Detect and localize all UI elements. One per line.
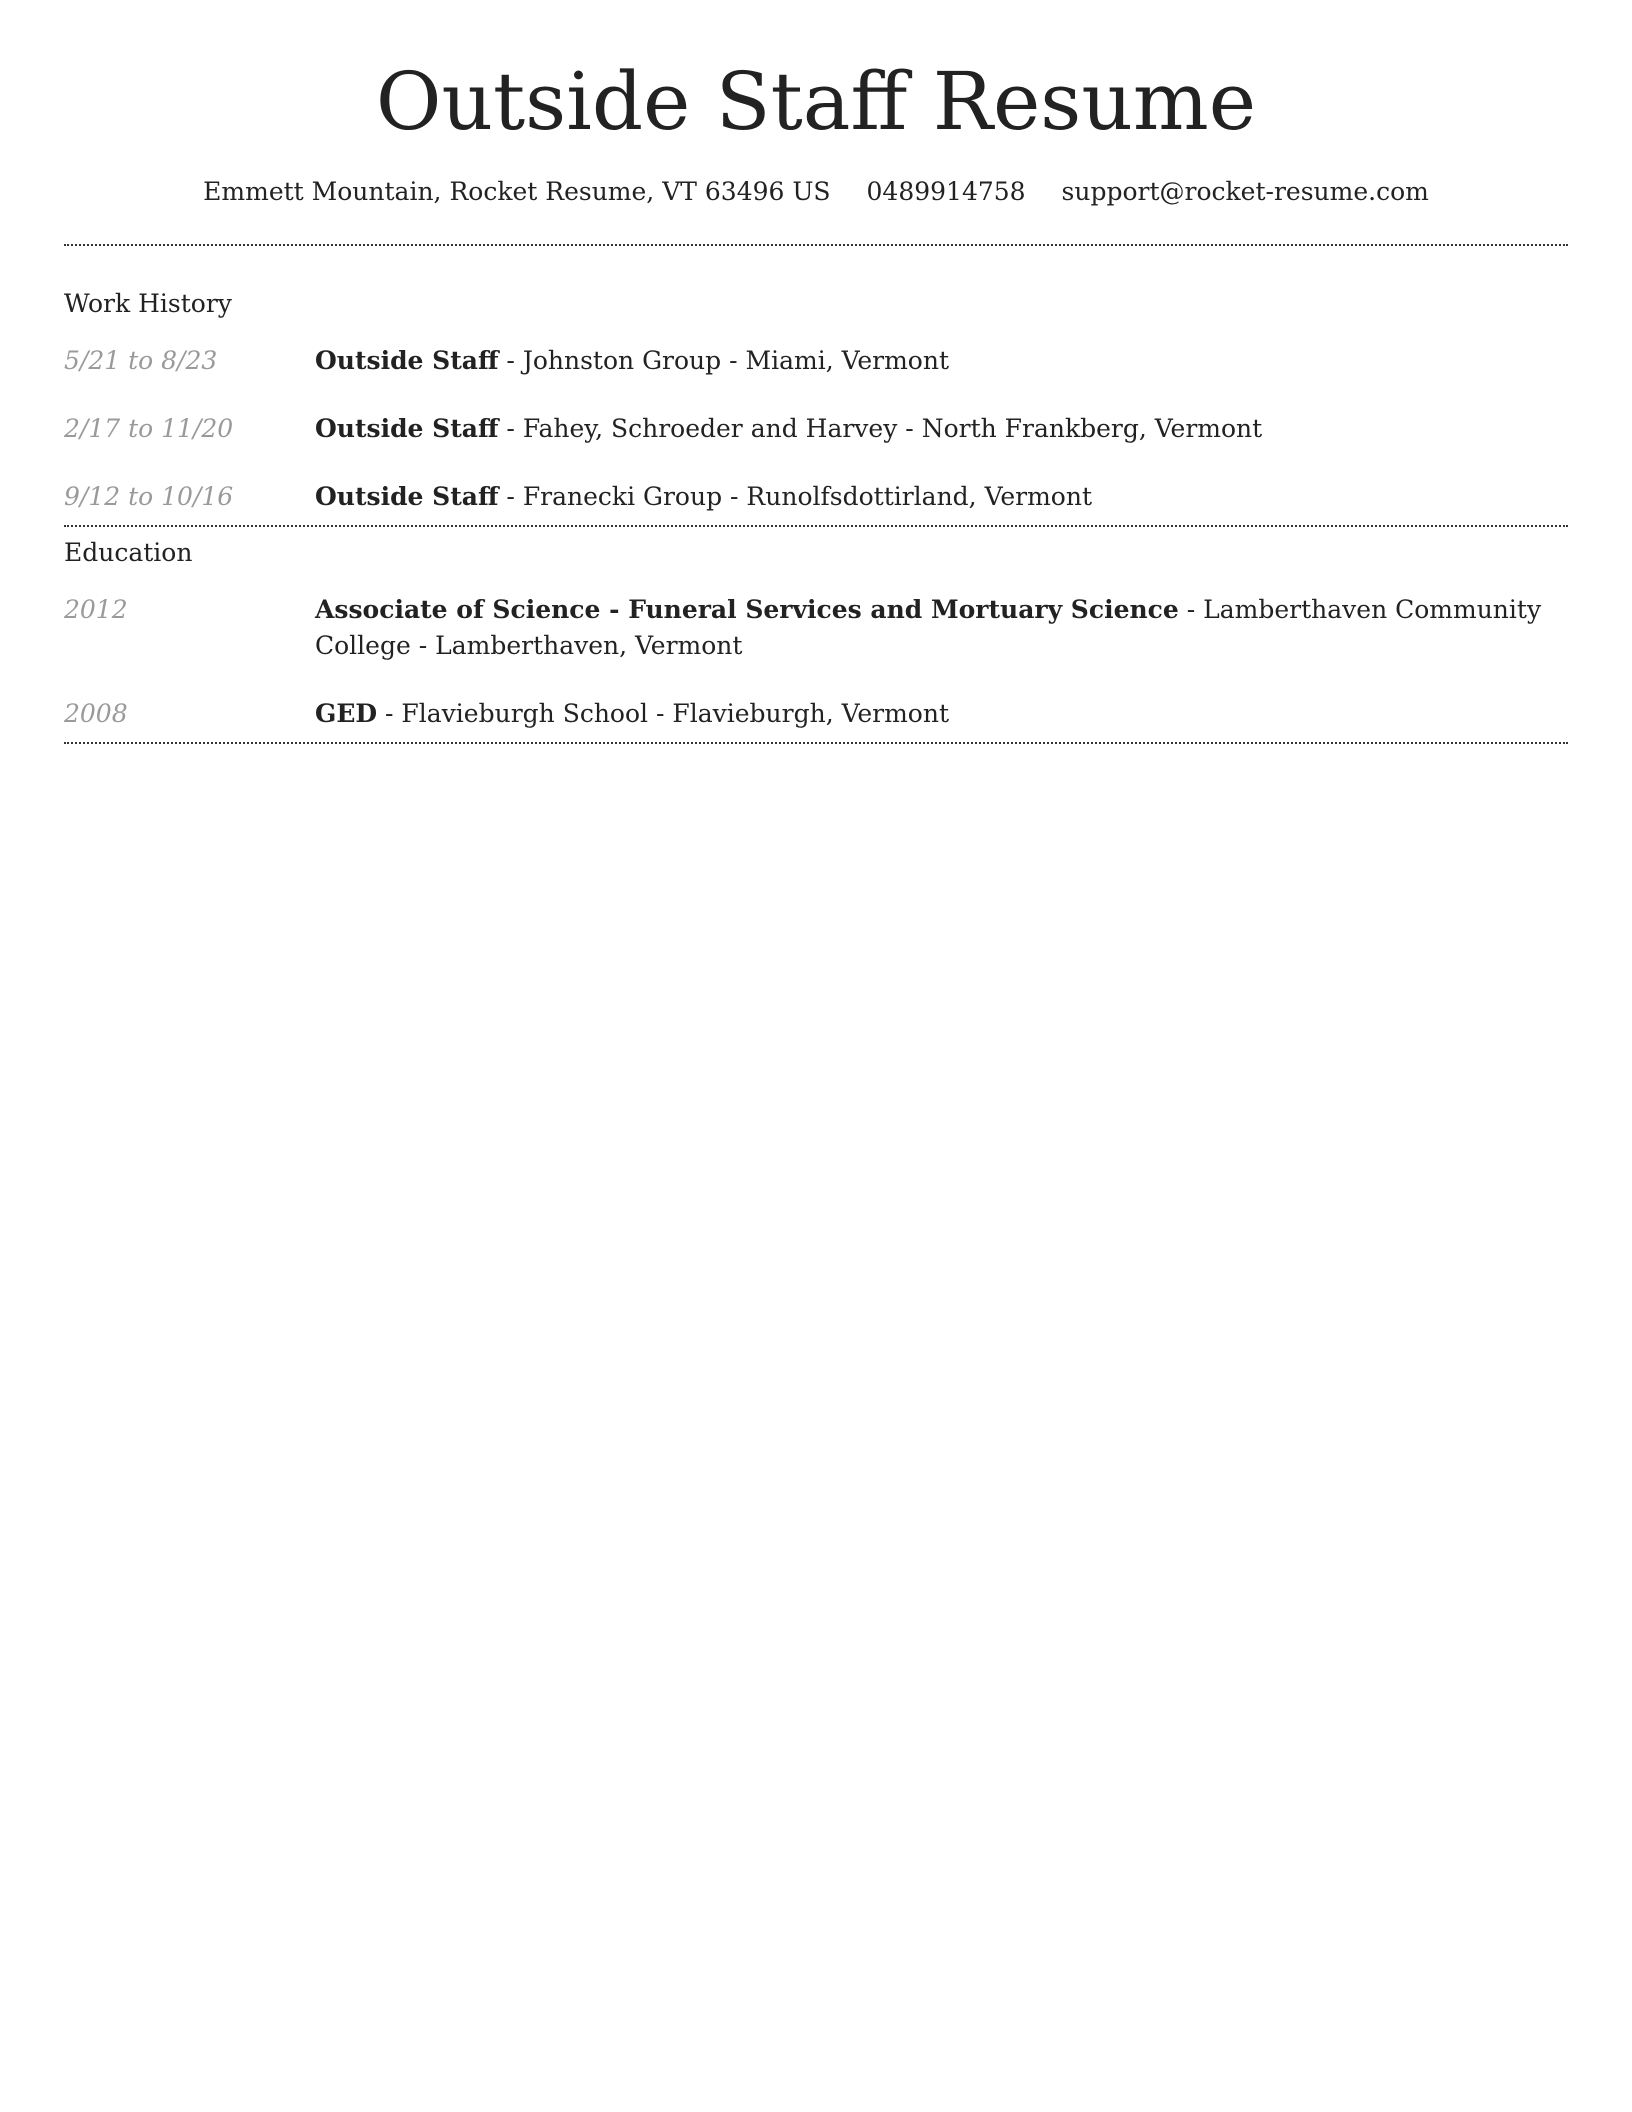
contact-line <box>64 176 1568 208</box>
work-entry-role: Outside Staff <box>315 414 499 443</box>
resume-title: Outside Staff Resume <box>375 55 1257 148</box>
work-entry <box>64 411 1568 447</box>
education-divider <box>64 742 1568 744</box>
work-history-list <box>64 343 1568 525</box>
work-entry-dates: 2/17 to 11/20 <box>64 414 234 443</box>
work-entry-details: - Johnston Group - Miami, Vermont <box>498 346 949 375</box>
education-entry-degree: Associate of Science - Funeral Services and Mortuary Science <box>315 595 1179 624</box>
work-entry <box>64 343 1568 379</box>
work-entry-role: Outside Staff <box>315 482 499 511</box>
contact-address: Emmett Mountain, Rocket Resume, VT 63496 US <box>203 177 831 206</box>
education-entry-details: - Lamberthaven Community College - Lamberthaven, Vermont <box>315 595 1542 660</box>
education-list <box>64 592 1568 742</box>
work-entry-role: Outside Staff <box>315 346 499 375</box>
education-entry <box>64 696 1568 732</box>
education-section <box>64 537 1568 742</box>
work-history-divider <box>64 525 1568 527</box>
work-entry-description <box>315 479 1568 515</box>
work-entry-description <box>315 343 1568 379</box>
education-entry-date: 2012 <box>64 595 128 624</box>
work-entry-dates: 5/21 to 8/23 <box>64 346 218 375</box>
work-entry-dates: 9/12 to 10/16 <box>64 482 234 511</box>
work-entry-details: - Franecki Group - Runolfsdottirland, Vermont <box>498 482 1092 511</box>
contact-phone: 0489914758 <box>866 177 1026 206</box>
education-entry-description <box>315 592 1568 664</box>
education-entry <box>64 592 1568 664</box>
work-history-heading: Work History <box>64 289 232 318</box>
work-entry <box>64 479 1568 515</box>
education-entry-description <box>315 696 1568 732</box>
work-entry-description <box>315 411 1568 447</box>
work-history-section <box>64 288 1568 525</box>
work-entry-details: - Fahey, Schroeder and Harvey - North Frankberg, Vermont <box>498 414 1263 443</box>
header-divider <box>64 244 1568 246</box>
education-entry-details: - Flavieburgh School - Flavieburgh, Vermont <box>377 699 949 728</box>
education-entry-degree: GED <box>315 699 378 728</box>
education-entry-date: 2008 <box>64 699 128 728</box>
contact-email: support@rocket-resume.com <box>1061 177 1429 206</box>
education-heading: Education <box>64 538 193 567</box>
